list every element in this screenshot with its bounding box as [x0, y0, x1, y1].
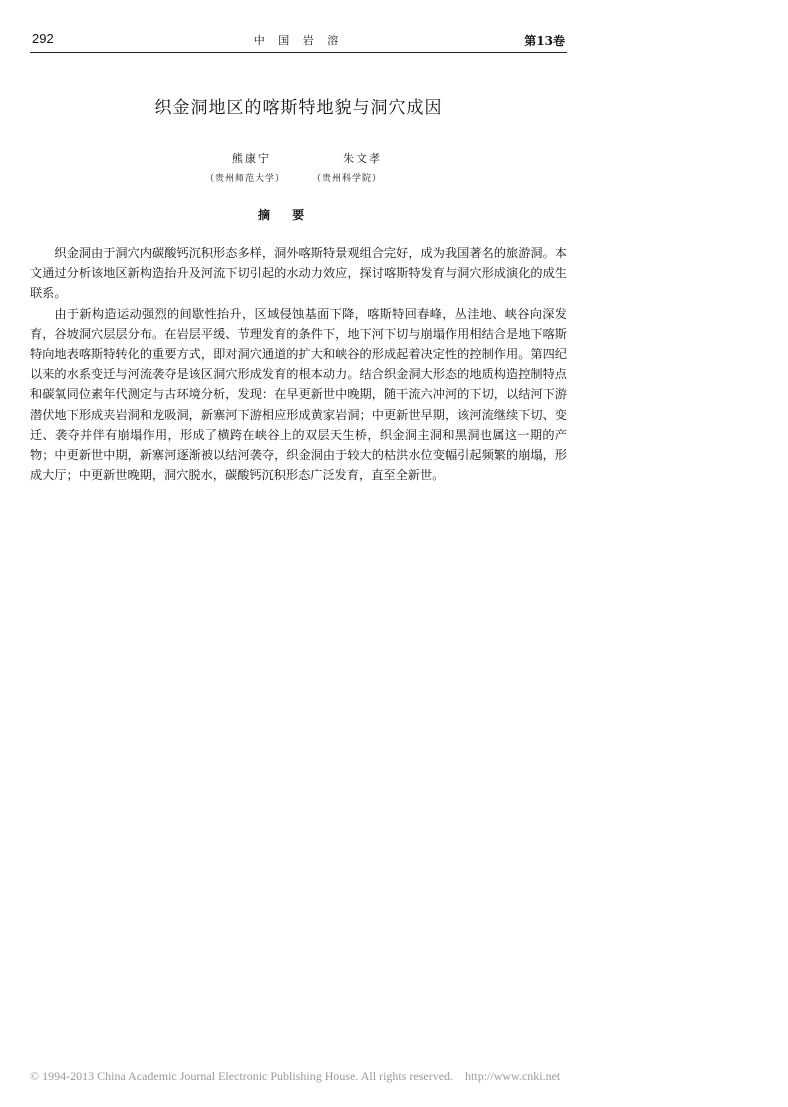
- abstract-body: [30, 243, 567, 485]
- volume-label: 第13卷: [524, 34, 565, 48]
- page-number: 292: [32, 31, 54, 46]
- author-affiliation: （贵州师范大学）: [205, 174, 286, 184]
- author-affiliation: （贵州科学院）: [312, 174, 383, 184]
- author-name: 朱文孝: [343, 152, 382, 165]
- journal-name: 中 国 岩 溶: [253, 34, 344, 47]
- abstract-paragraph: 由于新构造运动强烈的间歇性抬升，区域侵蚀基面下降，喀斯特回春峰，丛洼地、峡谷向深发育，谷坡洞穴层层分布。在岩层平缓、节理发育的条件下，地下河下切与崩塌作用相结合是地下喀斯特向地表喀斯特转化的重要方式，即对洞穴通道的扩大和峡谷的形成起着决定性的控制作用。第四纪以来的水系变迁与河流袭夺是该区洞穴形成发育的根本动力。结合织金洞大形态的地质构造控制特点和碳氧同位素年代测定与古环境分析，发现：在早更新世中晚期，随干流六冲河的下切，以结河下游潜伏地下形成夹岩洞和龙吸洞，新寨河下游相应形成黄家岩洞；中更新世早期，该河流继续下切、变迁、袭夺并伴有崩塌作用，形成了横跨在峡谷上的双层天生桥，织金洞主洞和黑洞也属这一期的产物；中更新世中期，新寨河逐渐被以结河袭夺，织金洞由于较大的枯洪水位变幅引起频繁的崩塌，形成大厅；中更新世晚期，洞穴脱水，碳酸钙沉积形态广泛发育，直至全新世。: [30, 306, 567, 483]
- running-header: [30, 30, 567, 53]
- copyright-footer: © 1994-2013 China Academic Journal Electronic Publishing House. All rights reserved. http://www.cnki.net: [30, 1069, 561, 1083]
- abstract-paragraph: 织金洞由于洞穴内碳酸钙沉积形态多样，洞外喀斯特景观组合完好，成为我国著名的旅游洞。本文通过分析该地区新构造抬升及河流下切引起的水动力效应，探讨喀斯特发育与洞穴形成演化的成生联系。: [30, 246, 567, 301]
- article-title: 织金洞地区的喀斯特地貌与洞穴成因: [154, 98, 443, 118]
- abstract-heading: 摘 要: [258, 208, 305, 222]
- author-name: 熊康宁: [232, 152, 271, 165]
